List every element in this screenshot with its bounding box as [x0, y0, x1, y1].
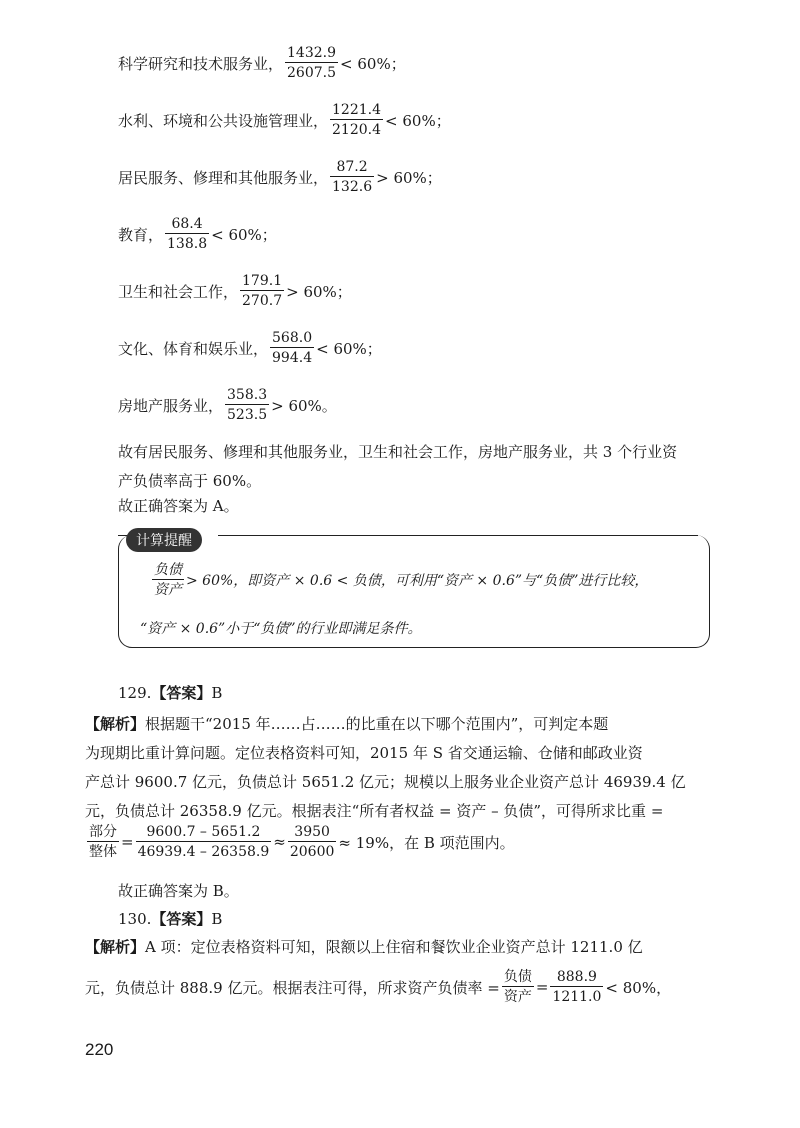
answer-value: B — [211, 684, 223, 702]
conclusion-line: 故有居民服务、修理和其他服务业，卫生和社会工作，房地产服务业，共 3 个行业资 — [118, 443, 678, 461]
answer-a: 故正确答案为 A。 — [118, 497, 239, 515]
equals-sign: = — [535, 978, 549, 996]
q129-formula — [85, 825, 515, 859]
comparison: < 60%； — [385, 111, 451, 130]
conclusion — [118, 438, 708, 496]
fraction — [288, 825, 337, 859]
equals-sign: = — [121, 833, 134, 851]
fraction-denominator: 132.6 — [330, 176, 374, 194]
fraction — [330, 103, 383, 137]
tip-text: > 60%，即资产 × 0.6 < 负债，可利用“资产 × 0.6”与“负债”进行比较， — [186, 573, 649, 589]
comparison: < 60%； — [211, 225, 277, 244]
ratio-item — [118, 388, 337, 422]
fraction — [225, 388, 269, 422]
fraction-numerator: 87.2 — [336, 159, 368, 175]
fraction — [502, 970, 534, 1004]
q129-analysis — [85, 710, 715, 826]
fraction — [165, 217, 209, 251]
fraction-denominator: 270.7 — [240, 290, 284, 308]
comparison: > 60%。 — [271, 396, 337, 415]
fraction-numerator: 68.4 — [171, 216, 203, 232]
industry-label: 居民服务、修理和其他服务业， — [118, 168, 329, 187]
comparison: > 60%； — [286, 282, 352, 301]
tip-fraction-numerator: 负债 — [154, 562, 182, 578]
industry-label: 房地产服务业， — [118, 396, 224, 415]
analysis-line: 元，负债总计 26358.9 亿元。根据表注“所有者权益 = 资产 – 负债”，可得所求比重 = — [85, 802, 664, 820]
q130-header — [118, 908, 222, 929]
analysis-line: 为现期比重计算问题。定位表格资料可知，2015 年 S 省交通运输、仓储和邮政业资 — [85, 744, 643, 762]
question-number: 129. — [118, 684, 152, 702]
fraction-numerator: 9600.7 – 5651.2 — [146, 824, 261, 840]
analysis-tag: 【解析】 — [85, 938, 146, 956]
industry-label: 水利、环境和公共设施管理业， — [118, 111, 329, 130]
fraction-numerator: 1432.9 — [287, 45, 337, 61]
fraction-numerator: 358.3 — [227, 387, 268, 403]
q129-header — [118, 682, 222, 703]
fraction-denominator: 138.8 — [165, 233, 209, 251]
tip-label: 计算提醒 — [126, 528, 202, 552]
fraction-numerator: 568.0 — [272, 330, 313, 346]
analysis-line: 根据题干“2015 年……占……的比重在以下哪个范围内”，可判定本题 — [145, 715, 609, 733]
question-number: 130. — [118, 910, 152, 928]
tip-line-2: “资产 × 0.6”小于“负债”的行业即满足条件。 — [140, 621, 422, 637]
conclusion-line: 产负债率高于 60%。 — [118, 472, 262, 490]
tip-line-1 — [150, 563, 648, 597]
industry-label: 科学研究和技术服务业， — [118, 54, 284, 73]
fraction-numerator: 负债 — [503, 969, 532, 985]
industry-label: 文化、体育和娱乐业， — [118, 339, 269, 358]
tip-fraction — [152, 563, 184, 597]
fraction — [87, 825, 119, 859]
comparison: > 60%； — [376, 168, 442, 187]
ratio-item — [118, 217, 277, 251]
fraction — [550, 970, 603, 1004]
answer-tag: 【答案】 — [151, 910, 212, 928]
ratio-item — [118, 274, 352, 308]
answer-b: 故正确答案为 B。 — [118, 882, 239, 900]
q130-analysis-line-1 — [85, 936, 643, 957]
analysis-line: 元，负债总计 888.9 亿元。根据表注可得，所求资产负债率 = — [85, 978, 500, 997]
answer-value: B — [211, 910, 223, 928]
approx-sign: ≈ — [273, 833, 286, 851]
fraction-denominator: 46939.4 – 26358.9 — [136, 841, 272, 859]
analysis-line: A 项：定位表格资料可知，限额以上住宿和餐饮业企业资产总计 1211.0 亿 — [145, 938, 643, 956]
fraction — [240, 274, 284, 308]
fraction-numerator: 888.9 — [556, 969, 597, 985]
fraction — [270, 331, 314, 365]
fraction — [330, 160, 374, 194]
fraction-denominator: 20600 — [288, 841, 337, 859]
fraction-numerator: 1221.4 — [332, 102, 382, 118]
ratio-item — [118, 46, 406, 80]
tip-border-right — [218, 535, 698, 536]
formula-tail: ≈ 19%，在 B 项范围内。 — [338, 833, 515, 852]
analysis-tag: 【解析】 — [85, 715, 146, 733]
fraction — [136, 825, 272, 859]
ratio-item — [118, 160, 442, 194]
fraction — [285, 46, 338, 80]
fraction-denominator: 2120.4 — [330, 119, 383, 137]
answer-tag: 【答案】 — [151, 684, 212, 702]
industry-label: 卫生和社会工作， — [118, 282, 239, 301]
fraction-denominator: 523.5 — [225, 404, 269, 422]
fraction-denominator: 2607.5 — [285, 62, 338, 80]
formula-tail: < 80%， — [605, 978, 672, 997]
tip-fraction-denominator: 资产 — [152, 579, 184, 597]
analysis-line: 产总计 9600.7 亿元，负债总计 5651.2 亿元；规模以上服务业企业资产总计 46939.4 亿 — [85, 773, 686, 791]
ratio-item — [118, 103, 451, 137]
fraction-numerator: 部分 — [89, 824, 117, 840]
fraction-numerator: 3950 — [294, 824, 330, 840]
comparison: < 60%； — [340, 54, 406, 73]
fraction-denominator: 资产 — [502, 986, 534, 1004]
fraction-denominator: 1211.0 — [550, 986, 603, 1004]
q130-analysis-line-2 — [85, 970, 671, 1004]
industry-label: 教育， — [118, 225, 164, 244]
fraction-numerator: 179.1 — [242, 273, 283, 289]
fraction-denominator: 994.4 — [270, 347, 314, 365]
ratio-item — [118, 331, 382, 365]
page-number: 220 — [85, 1040, 114, 1059]
fraction-denominator: 整体 — [87, 841, 119, 859]
comparison: < 60%； — [316, 339, 382, 358]
